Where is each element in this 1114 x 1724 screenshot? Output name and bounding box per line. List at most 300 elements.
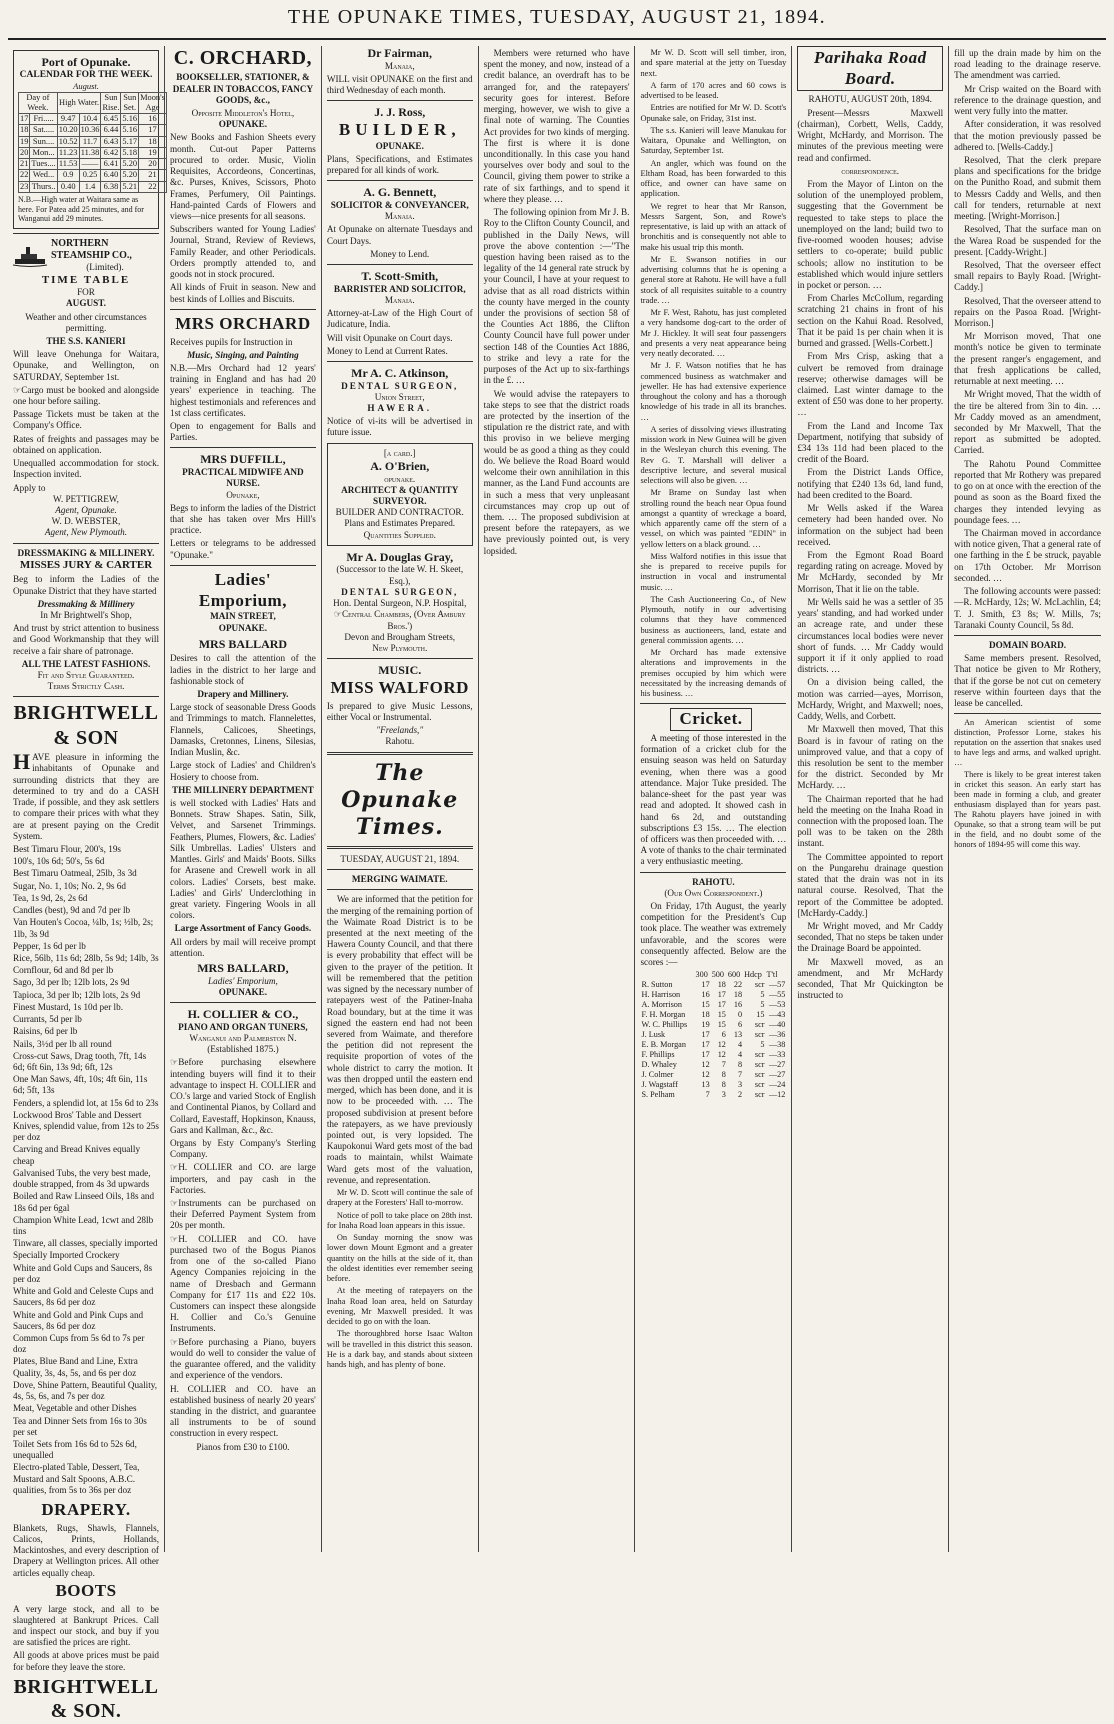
price-line: One Man Saws, 4ft, 10s; 4ft 6in, 11s 6d; 5ft, 13s xyxy=(13,1074,148,1096)
tide-cell: 17 xyxy=(139,125,167,136)
boots-title: BOOTS xyxy=(55,1580,117,1600)
paper-date: TUESDAY, AUGUST 21, 1894. xyxy=(340,853,460,864)
passage-text: Passage Tickets must be taken at the Company's Office. xyxy=(13,409,159,431)
tide-cell: 22 xyxy=(20,170,29,180)
agent2-role: Agent, New Plymouth. xyxy=(44,527,128,538)
local-10: A series of dissolving views illustrating mission work in New Guinea will be given in the Wesleyan church this evening. The Rev G. T. Marshall will deliver a descriptive lecture, and several musical selections will also be given. … xyxy=(640,424,787,485)
calendar-title: CALENDAR FOR THE WEEK. xyxy=(19,69,153,80)
drapery-millinery: Drapery and Millinery. xyxy=(197,689,289,700)
notice-5: The thoroughbred horse Isaac Walton will be travelled in this district this season. He is a dark bay, and stands about sixteen hands high, and has plenty of bone. xyxy=(326,1329,473,1370)
tide-header-row xyxy=(19,92,167,114)
score-cell: 18 xyxy=(733,990,743,1000)
scott-town: Manaia. xyxy=(384,294,415,305)
tide-cell: 11.53 xyxy=(58,159,78,169)
score-cell: 18 xyxy=(701,1010,710,1020)
tide-cell: 5.20 xyxy=(122,170,138,180)
local-11: Mr Brame on Sunday last when strolling round the beach near Opua found amongst a quantity of wreckage a board, which apparently came off the stern of a vessel, on which was painted "EDIN" in yellow letters on a black ground. … xyxy=(640,488,787,549)
score-cell: scr xyxy=(754,1030,765,1040)
agent1-role: Agent, Opunake. xyxy=(55,505,117,515)
gray-addr: ☞Central Chambers, (Over Ambury Bros.') xyxy=(333,609,466,631)
ship-name: THE S.S. KANIERI xyxy=(46,335,126,346)
tide-cell: 16 xyxy=(139,114,167,125)
fairman-town: Manaia, xyxy=(384,60,415,71)
board-cont-5: Resolved, That the surface man on the Warea Road be suspended for the present. [Caddy-Wright.] xyxy=(954,224,1101,257)
score-row xyxy=(640,1070,786,1080)
score-cell: W. C. Phillips xyxy=(641,1020,688,1030)
score-row xyxy=(640,980,786,990)
score-row xyxy=(640,1090,786,1100)
score-cell: 5 xyxy=(760,1040,765,1050)
goods-note: All goods at above prices must be paid for before they leave the store. xyxy=(13,1650,159,1672)
walford-text: Is prepared to give Music Lessons, either Vocal or Instrumental. xyxy=(326,700,473,722)
price-line: Tinware, all classes, specially imported xyxy=(13,1238,158,1249)
score-row xyxy=(640,1020,786,1030)
obrien-name: A. O'Brien, xyxy=(370,458,430,473)
score-cell: 16 xyxy=(733,1000,743,1010)
score-row xyxy=(640,1030,786,1040)
bennett-money: Money to Lend. xyxy=(370,248,430,259)
score-cell: 5 xyxy=(760,1000,765,1010)
board-cont-8: Mr Morrison moved, That one month's notice be given to terminate the present ranger's engagement, and that fresh applications be called, returnable at next meeting. … xyxy=(954,331,1101,387)
duffill-title: MRS DUFFILL, xyxy=(200,452,286,467)
mrs-orchard-nb: N.B.—Mrs Orchard had 12 years' training in England and has had 20 years' experience in teaching. The highest testimonials and references and 1st class certificates. xyxy=(170,362,316,418)
price-line: Lockwood Bros' Table and Dessert Knives, splendid value, from 12s to 25s per doz xyxy=(13,1109,159,1143)
apply-to: Apply to xyxy=(13,482,46,493)
tide-cell: 10.4 xyxy=(79,114,101,125)
tide-cell: Tues.... xyxy=(31,159,56,169)
score-cell: —27 xyxy=(768,1060,786,1070)
score-cell: scr xyxy=(754,1090,765,1100)
price-line: Pepper, 1s 6d per lb xyxy=(13,940,86,951)
rahotu-sub: (Our Own Correspondent.) xyxy=(664,887,763,898)
atkinson-town: HAWERA. xyxy=(367,403,433,414)
notice-3: On Sunday morning the snow was lower down Mount Egmont and a greater quantity on the hills at the side of it, than the oldest identities ever remember seeing before. xyxy=(326,1233,473,1284)
ross-text: Plans, Specifications, and Estimates prepared for all kinds of work. xyxy=(326,153,473,176)
misses-text: Beg to inform the Ladies of the Opunake District that they have started xyxy=(13,574,159,596)
fit-style: Fit and Style Guaranteed. xyxy=(37,670,135,681)
bennett-name: A. G. Bennett, xyxy=(363,185,437,200)
brightwell-intro: HAVE pleasure in informing the inhabitants of Opunake and surrounding districts that they are determined to try and do a CASH Trade, if possible, and they ask settlers to compare their prices with what they are at present paying on the Credit System. xyxy=(13,749,159,841)
agent1-name: W. PETTIGREW, xyxy=(53,493,119,504)
local-4: The s.s. Kanieri will leave Manukau for Waitara, Opunake and Wellington, on Saturday, September 1st. xyxy=(640,125,787,156)
score-header-row xyxy=(640,970,786,980)
board-10: Mr Maxwell then moved, That this Board is in favour of rating on the unimproved value, and that a copy of this resolution be sent to the member for the district. Seconded by Mr McHardy. … xyxy=(797,724,944,791)
score-cell: scr xyxy=(754,1070,765,1080)
duffill-text: Begs to inform the ladies of the District that she has taken over Mrs Hill's practice. xyxy=(170,502,316,536)
orchard-addr: Opposite Middleton's Hotel, xyxy=(191,108,295,119)
price-line: Meat, Vegetable and other Dishes xyxy=(13,1403,137,1414)
tide-cell: 6.45 xyxy=(101,114,121,125)
ross-name: J. J. Ross, xyxy=(374,105,426,120)
drapery-text: Blankets, Rugs, Shawls, Flannels, Calicos, Prints, Hollands, Mackintoshes, and every description of Drapery at Wellington prices. All other articles equally cheap. xyxy=(13,1522,159,1578)
score-cell: 6 xyxy=(737,1020,743,1030)
local-13: The Cash Auctioneering Co., of New Plymouth, notify in our advertising columns that they have commenced business as auctioneers, land, estate and general commission agents. … xyxy=(640,594,787,645)
score-cell: 8 xyxy=(721,1080,726,1090)
board-4: From the Land and Income Tax Department, notifying that subsidy of £34 13s 11d had been placed to the credit of the Board. xyxy=(797,420,944,465)
score-cell: 15 xyxy=(756,1010,765,1020)
tide-cell: Wed... xyxy=(30,170,57,181)
tide-cell: 19 xyxy=(139,147,167,158)
tide-header-cell: High Water. xyxy=(57,92,101,114)
masthead: THE OPUNAKE TIMES, TUESDAY, AUGUST 21, 1894. xyxy=(8,6,1106,40)
tide-cell: 5.20 xyxy=(122,159,138,169)
columns xyxy=(8,46,1106,1723)
misses-heading: MISSES JURY & CARTER xyxy=(19,558,153,571)
score-cell: 12 xyxy=(717,1040,726,1050)
board-9: On a division being called, the motion was carried—ayes, Morrison, McHardy, Wright, and Maxwell; noes, Caddy, Wells, and Corbett. xyxy=(797,677,944,722)
collier-import: ☞H. COLLIER and CO. are large importers, and pay cash in the Factories. xyxy=(170,1162,316,1195)
score-cell: 13 xyxy=(733,1030,743,1040)
tide-cell: 10.36 xyxy=(80,125,100,135)
price-line: Van Houten's Cocoa, ¼lb, 1s; ½lb, 2s; 1lb, 3s 9d xyxy=(13,917,154,939)
score-cell: —33 xyxy=(768,1050,786,1060)
gray-trade: DENTAL SURGEON, xyxy=(341,586,459,597)
price-line: Electro-plated Table, Dessert, Tea, Mustard and Salt Spoons, A.B.C. qualities, from 5s to 36s per doz xyxy=(13,1462,140,1495)
score-cell: E. B. Morgan xyxy=(641,1040,686,1050)
score-cell: —24 xyxy=(768,1080,786,1090)
score-cell: 17 xyxy=(717,990,726,1000)
mrs-orchard-text: Receives pupils for Instruction in xyxy=(170,336,293,347)
price-line: Currants, 5d per lb xyxy=(13,1014,82,1025)
price-line: White and Gold and Celeste Cups and Saucers, 8s 6d per doz xyxy=(13,1286,154,1308)
price-line: Candles (best), 9d and 7d per lb xyxy=(13,905,131,916)
board-cont-9: Mr Wright moved, That the width of the tire be altered from 3in to 4in. … Mr Caddy moved as an amendment, seconded by Mr Maxwell, That the report as submitted be adopted. Carried. xyxy=(954,389,1101,456)
latest-fashions: ALL THE LATEST FASHIONS. xyxy=(21,658,151,669)
brightwell-title: BRIGHTWELL & SON xyxy=(13,702,159,749)
price-line: Carving and Bread Knives equally cheap xyxy=(13,1144,141,1166)
drapery-stock: Large stock of seasonable Dress Goods and Trimmings to match. Flannelettes, Flannels, Calicoes, Sheetings, Damasks, Cretonnes, Linens, Silesias, Indian Muslin, &c. xyxy=(170,702,316,758)
tide-row xyxy=(19,170,167,181)
tide-cell: 9.47 xyxy=(57,114,79,125)
scott-name: T. Scott-Smith, xyxy=(361,269,439,284)
score-row xyxy=(640,1050,786,1060)
tide-cell: 20 xyxy=(139,159,167,170)
gray-succ: (Successor to the late W. H. Skeet, Esq.), xyxy=(336,564,464,586)
score-header-cell: Hdcp xyxy=(744,970,762,980)
column-7 xyxy=(949,46,1106,1552)
price-list xyxy=(13,844,159,1496)
notice-4: At the meeting of ratepayers on the Inaha Road loan area, held on Saturday evening, Mr Maxwell presided. It was decided to go on with the loan. xyxy=(326,1286,473,1327)
price-line: Champion White Lead, 1cwt and 28lb tins xyxy=(13,1214,154,1236)
score-cell: scr xyxy=(754,1080,765,1090)
score-cell: 2 xyxy=(737,1090,743,1100)
atkinson-trade: DENTAL SURGEON, xyxy=(341,380,459,391)
parihaka-text: Present—Messrs Maxwell (chairman), Corbett, Wells, Caddy, Wright, McHardy, and Morrison. The minutes of the previous meeting were read and confirmed. xyxy=(797,107,944,163)
score-cell: —38 xyxy=(768,1040,786,1050)
ballard2-sub: Ladies' Emporium, xyxy=(207,975,278,986)
ballard2-town: OPUNAKE. xyxy=(218,986,268,997)
tide-row xyxy=(19,114,167,125)
score-cell: —43 xyxy=(768,1010,786,1020)
board-cont-6: Resolved, That the overseer effect small repairs to Bayly Road. [Wright-Caddy.] xyxy=(954,259,1101,293)
score-header-cell: 300 xyxy=(695,970,708,980)
tide-cell: Mon... xyxy=(30,147,57,158)
dress-promise: And trust by strict attention to business and Good Workmanship that they will receive a fair share of patronage. xyxy=(13,623,159,656)
atkinson-text: Notice of vi-its will be advertised in future issue. xyxy=(326,416,473,438)
ross-trade: BUILDER, xyxy=(338,119,461,139)
score-cell: scr xyxy=(754,1060,765,1070)
tide-table xyxy=(18,92,167,193)
dress-addr: In Mr Brightwell's Shop, xyxy=(40,609,132,620)
obrien-trade: ARCHITECT & QUANTITY SURVEYOR. xyxy=(341,484,459,506)
price-line: Tea and Dinner Sets from 16s to 30s per set xyxy=(13,1415,147,1437)
collier-est: (Established 1875.) xyxy=(207,1044,279,1055)
score-cell: 4 xyxy=(737,1040,743,1050)
tide-cell: 0.40 xyxy=(57,181,79,192)
millinery-text: is well stocked with Ladies' Hats and Bonnets. Straw Shapes. Satin, Silk, Velvet, and Sarsenet Trimmings. Feathers, Plumes, Flowers, &c. Ladies' Silk Umbrellas. Ladies' Ulsters and Mantles. Girls' and Maids' Boots. Silks for Arasene and Crewell work in all colors. Ladies' Corsets, best make. Ladies' and Girls' Underclothing in great variety. Fingering Wools in all colors. xyxy=(170,798,316,921)
local-7: Mr E. Swanson notifies in our advertising columns that he is opening a general store at Rahotu. He will have a full stock of all requisites suitable to a country trade. … xyxy=(640,254,787,305)
mail-orders: All orders by mail will receive prompt attention. xyxy=(170,936,316,958)
collier-name: H. COLLIER & CO., xyxy=(187,1007,299,1022)
column-6 xyxy=(792,46,949,1552)
score-cell: 12 xyxy=(701,1060,710,1070)
duffill-town: Opunake, xyxy=(226,489,260,500)
score-row xyxy=(640,990,786,1000)
score-cell: 12 xyxy=(701,1070,710,1080)
fairman-name: Dr Fairman, xyxy=(367,46,432,60)
tide-cell: Thurs.. xyxy=(31,181,56,191)
board-12: The Committee appointed to report on the Pungarehu drainage question stated that the drain was not in its natural course. Resolved, That the report of the Committee be adopted. [McHardy-Caddy.] xyxy=(797,851,944,918)
score-cell: 4 xyxy=(737,1050,743,1060)
local-2: A farm of 170 acres and 60 cows is advertised to be leased. xyxy=(640,80,787,100)
score-cell: 7 xyxy=(705,1090,710,1100)
score-header-cell: 500 xyxy=(711,970,724,980)
terms: Terms Strictly Cash. xyxy=(47,681,125,692)
price-line: Galvanised Tubs, the very best made, double strapped, from 4s 3d upwards xyxy=(13,1167,151,1190)
score-cell: A. Morrison xyxy=(641,1000,682,1010)
local-14: Mr Orchard has made extensive alterations and improvements in the premises occupied by him which were necessitated by the increasing demands of his business. … xyxy=(640,648,787,698)
score-cell: J. Wagstaff xyxy=(641,1080,678,1090)
tide-cell: 5.16 xyxy=(122,114,138,124)
price-line: Best Timaru Oatmeal, 25lb, 3s 3d xyxy=(13,868,137,879)
board-cont-1: fill up the drain made by him on the road leading to the drainage reserve. The amendment was carried. xyxy=(954,48,1101,81)
cricket-text: A meeting of those interested in the formation of a cricket club for the ensuing season was held on Saturday evening, when there was a good attendance. Major Tuke presided. The balance-sheet for the past year was read and adopted. It showed cash in hand 6s 2d, and outstanding subscriptions £3 15s. … The election of officers was then proceeded with. … A vote of thanks to the chair terminated a very enthusiastic meeting. xyxy=(640,732,787,867)
mrs-orchard-title: MRS ORCHARD xyxy=(175,313,311,333)
score-cell: J. Colmer xyxy=(641,1070,674,1080)
tide-cell: 17 xyxy=(20,114,29,124)
price-line: Boiled and Raw Linseed Oils, 18s and 18s 6d per 6gal xyxy=(13,1191,155,1213)
collier-terms: ☞H. COLLIER and CO. have purchased two of the Bogus Pianos from one of the so-called Piano Agency Companies rejoicing in the name of Dresbach and Germann Company for £17 11s and £22 10s. Customers can inspect these alongside H. Collier and Co.'s Genuine Instruments. xyxy=(170,1233,316,1334)
score-cell: D. Whaley xyxy=(641,1060,677,1070)
column-4 xyxy=(479,46,636,1552)
orchard-trade: BOOKSELLER, STATIONER, & DEALER IN TOBACCOS, FANCY GOODS, &c., xyxy=(172,72,314,105)
price-line: Sugar, No. 1, 10s; No. 2, 9s 6d xyxy=(13,880,126,891)
score-cell: F. H. Morgan xyxy=(641,1010,686,1020)
notice-2: Notice of poll to take place on 28th inst. for Inaha Road loan appears in this issue. xyxy=(326,1210,473,1230)
tide-cell: 22 xyxy=(139,181,167,192)
timetable-month: AUGUST. xyxy=(66,298,106,309)
tide-cell: 21 xyxy=(20,159,29,169)
steamship-icon xyxy=(13,245,47,267)
local-12: Miss Walford notifies in this issue that she is prepared to receive pupils for instruction in vocal and instrumental music. … xyxy=(640,551,787,592)
ross-town: OPUNAKE. xyxy=(375,140,424,151)
atkinson-name: Mr A. C. Atkinson, xyxy=(351,365,449,380)
board-cont-12: The following accounts were passed:—R. McHardy, 12s; W. McLachlin, £4; T. J. Smith, £3 8s; W. Mills, 7s; Taranaki County Council, 5s 8d. xyxy=(954,586,1101,630)
editorial-text: We are informed that the petition for the merging of the remaining portion of the Waimate Road District is to be presented at the next meeting of the Hawera County Council, and that there is every probability that effect will be given to the prayer of the petition. It will be remembered that the petition was signed by the necessary number of ratepayers west of the Patiner-Inaha Road boundary, but at the time it was signed the eastern end had not been severed from Waimate, and therefore the petition did not represent the requisite proportion of votes of the whole district to carry the motion. It was then dropped until the eastern end merged, which has been done, and it is now to be proceeded with. … The proposed subdivision at present before the ratepayers, as we have previously pointed out, is very lopsided. The Kaupokonui Ward gets most of the bad roads to maintain, whilst Waimate Ward gets most of the valuation, revenue, and representation. xyxy=(326,894,473,1185)
score-cell: 3 xyxy=(721,1090,726,1100)
gray-name: Mr A. Douglas Gray, xyxy=(346,549,454,564)
tide-cell: —— xyxy=(79,159,101,170)
paper-title: The Opunake Times. xyxy=(341,760,459,841)
score-row xyxy=(640,1010,786,1020)
collier-organs: Organs by Esty Company's Sterling Company. xyxy=(170,1137,316,1160)
score-cell: 6 xyxy=(721,1030,726,1040)
agent2-name: W. D. WEBSTER, xyxy=(51,516,121,527)
tide-cell: 5.16 xyxy=(122,125,138,135)
scott-money: Money to Lend at Current Rates. xyxy=(326,345,448,356)
board-14: Mr Maxwell moved, as an amendment, and Mr McHardy seconded, That Mr Quickington be instructed to xyxy=(797,956,944,1001)
gray-town: New Plymouth. xyxy=(372,642,428,653)
steamship-limited: (Limited). xyxy=(86,262,124,273)
tide-cell: 11.38 xyxy=(80,147,100,157)
score-cell: —55 xyxy=(768,990,786,1000)
tide-cell: 6.42 xyxy=(101,147,121,158)
score-cell: H. Harrison xyxy=(641,990,681,1000)
bennett-town: Manaia. xyxy=(384,211,415,222)
score-cell: 17 xyxy=(717,1000,726,1010)
board-1: From the Mayor of Linton on the solution of the unemployed problem, suggesting that the Government be requested to take steps to place the unemployed on the land; build two to five-roomed wooden houses; advise settlers to co-operate; build public schools; allow no institution to be established which would injure settlers in pocket or person. … xyxy=(797,179,944,290)
tide-header-cell: Day of Week. xyxy=(19,92,58,114)
bennett-trade: SOLICITOR & CONVEYANCER, xyxy=(330,199,469,210)
tide-cell: 1.4 xyxy=(79,181,101,192)
card-label: [a card.] xyxy=(383,447,416,458)
score-cell: 12 xyxy=(717,1050,726,1060)
tide-cell: 5.17 xyxy=(122,136,138,146)
tide-cell: 11.7 xyxy=(79,136,101,147)
orchard-fruit: All kinds of Fruit in season. New and best kinds of Lollies and Biscuits. xyxy=(170,282,316,304)
mrs-orchard-sub: Music, Singing, and Painting xyxy=(187,349,299,360)
local-3: Entries are notified for Mr W. D. Scott's Opunake sale, on Friday, 31st inst. xyxy=(640,103,787,123)
score-row xyxy=(640,1080,786,1090)
price-line: White and Gold Cups and Saucers, 8s per doz xyxy=(13,1262,153,1284)
ballard2-name: MRS BALLARD, xyxy=(197,961,289,976)
price-line: Nails, 3½d per lb all round xyxy=(13,1038,112,1049)
scott-trade: BARRISTER AND SOLICITOR, xyxy=(333,283,466,294)
board-cont-10: The Rahotu Pound Committee reported that Mr Rothery was prepared to go on at once with the erection of the pound as soon as the Board fixed the charges they intended levying as poundage fees. … xyxy=(954,458,1101,525)
collier-est2: H. COLLIER and CO. have an established business of nearly 20 years' standing in the district, and guarantee all instruments to be of sound construction in every respect. xyxy=(170,1383,316,1439)
dress-sub: Dressmaking & Millinery xyxy=(37,598,135,609)
tide-cell: 23 xyxy=(20,181,29,191)
drapery-title: DRAPERY. xyxy=(41,1500,131,1520)
local-8: Mr F. West, Rahotu, has just completed a very handsome dog-cart to the order of Mr J. Hickley. It will seat four passengers and presents a very neat appearance being very neatly decorated. … xyxy=(640,308,787,358)
weather-note: Weather and other circumstances permitting. xyxy=(25,311,147,333)
price-line: White and Gold and Pink Cups and Saucers, 8s 6d per doz xyxy=(13,1309,144,1331)
board-cont-11: The Chairman moved in accordance with notice given, That a general rate of one farthing in the £ be struck, payable on 17th October. Mr Morrison seconded. … xyxy=(954,527,1101,583)
misc-2: There is likely to be great interest taken in cricket this season. An early start has been made in forming a club, and greater enthusiasm displayed than for years past. The Rahotu players have joined in with Opunake, so that a strong team will be put in the field, and no doubt some of the honors of 1894-95 will come this way. xyxy=(954,770,1101,850)
obrien-town: opunake. xyxy=(384,473,416,484)
tide-cell: 0.9 xyxy=(57,170,79,181)
score-row xyxy=(640,1040,786,1050)
cricket-title: Cricket. xyxy=(670,708,751,731)
obrien-plans: Plans and Estimates Prepared. xyxy=(344,518,456,529)
tide-cell: 0.25 xyxy=(79,170,101,181)
tide-row xyxy=(19,125,167,136)
tide-cell: 11.23 xyxy=(58,147,78,157)
tide-calendar xyxy=(13,50,165,229)
gray-streets: Devon and Brougham Streets, xyxy=(344,631,456,642)
scott-visit: Will visit Opunake on Court days. xyxy=(326,332,453,343)
price-line: 100's, 10s 6d; 50's, 5s 6d xyxy=(13,856,105,867)
parihaka-title: Parihaka Road Board. xyxy=(797,46,943,91)
score-cell: 19 xyxy=(701,1020,710,1030)
tide-cell: 10.52 xyxy=(58,136,78,146)
tide-row xyxy=(19,136,167,147)
score-cell: —57 xyxy=(768,980,786,990)
obrien-quant: Quantities Supplied. xyxy=(363,529,436,540)
price-line: Tapioca, 3d per lb; 12lb lots, 2s 9d xyxy=(13,989,141,1000)
score-cell: F. Phillips xyxy=(641,1050,675,1060)
tide-row xyxy=(19,159,167,170)
tide-cell: 5.21 xyxy=(122,181,138,191)
music-title: MUSIC. xyxy=(378,663,422,678)
board-cont-7: Resolved, That the overseer attend to repairs on the Pasoa Road. [Wright-Morrison.] xyxy=(954,295,1101,329)
local-1: Mr W. D. Scott will sell timber, iron, and spare material at the jetty on Tuesday next. xyxy=(640,48,787,78)
board-cont-4: Resolved, That the clerk prepare plans and specifications for the bridge on the Punitho Road, and submit them to Messrs Caddy and Wells, and then call for tenders, returnable at next meeting. [Wright-Morrison.] xyxy=(954,154,1101,222)
obrien-builder: BUILDER AND CONTRACTOR. xyxy=(335,507,464,518)
atkinson-street: Union Street, xyxy=(374,391,425,402)
score-cell: —27 xyxy=(768,1070,786,1080)
price-line: Sago, 3d per lb; 12lb lots, 2s 9d xyxy=(13,977,130,988)
article-para-3: We would advise the ratepayers to take steps to see that the district roads are protected by the insertion of the stipulation re the district rate, and with this proviso in we believe merging would be as good a thing as they could do. We believe the Road Board would welcome their own annihilation in this manner, as the Land Fund accounts are in such a mess that very unpleasant circumstances may crop up out of them. … The proposed subdivision at present before the ratepayers, as we have previously pointed out, is very lopsided. xyxy=(483,388,630,556)
score-cell: —12 xyxy=(768,1090,786,1100)
score-header-cell: 600 xyxy=(727,970,741,980)
boots-text: A very large stock, and all to be slaughtered at Bankrupt Prices. Call and inspect our stock, and buy if you are satisfied the prices are right. xyxy=(13,1603,159,1648)
emporium-town: OPUNAKE. xyxy=(218,622,268,633)
misc-1: An American scientist of some distinction, Professor Lorne, stakes his reputation on the assertion that snakes used to have legs and arms, and walked upright. … xyxy=(954,718,1101,768)
score-cell: 3 xyxy=(737,1080,743,1090)
tide-cell: Sun.... xyxy=(30,136,57,147)
score-cell: 15 xyxy=(717,1020,726,1030)
column-3 xyxy=(322,46,479,1552)
tide-cell: 18 xyxy=(20,125,29,135)
price-line: Rice, 56lb, 11s 6d; 28lb, 5s 9d; 14lb, 3s xyxy=(13,952,159,963)
board-2: From Charles McCollum, regarding scratching 21 chains in front of his section on the Kahui Road. Resolved, That it be paid 1s per chain when it is burned and grassed. [Wells-Corbett.] xyxy=(797,293,944,349)
score-header-cell: T'tl xyxy=(766,970,778,980)
fancy-goods: Large Assortment of Fancy Goods. xyxy=(174,923,312,934)
score-cell: scr xyxy=(754,1050,765,1060)
score-cell: 18 xyxy=(717,980,726,990)
board-5: From the District Lands Office, notifying that £240 13s 6d, land fund, had been credited to the Board. xyxy=(797,467,944,500)
score-cell: 17 xyxy=(701,980,710,990)
fairman-text: WILL visit OPUNAKE on the first and third Wednesday of each month. xyxy=(326,73,473,96)
price-line: Cornflour, 6d and 8d per lb xyxy=(13,965,114,976)
bennett-text: At Opunake on alternate Tuesdays and Court Days. xyxy=(326,224,473,246)
column-1 xyxy=(8,46,165,1723)
score-cell: —40 xyxy=(768,1020,786,1030)
orchard-name: C. ORCHARD, xyxy=(173,47,313,69)
score-cell: 8 xyxy=(721,1070,726,1080)
article-para-1: Members were returned who have spent the money, and now, instead of a credit balance, an overdraft has to be arranged for, and the ratepayers' security goes for interest. Before merging, however, we wish to give a final note of warning. The Counties Act provides for two kinds of merging. The first is where it is done unconditionally. In this case you hand yourselves over body and soul to the Council, giving them power to strike a rate of six farthings, and to spend it where they please. … xyxy=(483,48,630,204)
board-11: The Chairman reported that he had held the meeting on the Inaha Road in connection with the proposed loan. The poll was to be taken on the 28th instant. xyxy=(797,793,944,849)
walford-name: MISS WALFORD xyxy=(330,677,469,697)
mrs-orchard-open: Open to engagement for Balls and Parties. xyxy=(170,421,316,443)
score-cell: 22 xyxy=(733,980,743,990)
tide-cell: 19 xyxy=(20,136,29,146)
steamship-name: NORTHERN STEAMSHIP CO., xyxy=(51,238,132,262)
orchard-text: New Books and Fashion Sheets every month. Cut-out Paper Patterns procured to order. Music, Violin Requisites, Accordeons, Concertinas, &c. Purses, Knives, Scissors, Photo Frames, Perfumery, Oil Paintings. Hand-painted Cards of Flowers and views—nice presents for all seasons. xyxy=(170,132,316,222)
score-cell: 8 xyxy=(737,1060,743,1070)
score-cell: 17 xyxy=(701,1040,710,1050)
score-cell: 0 xyxy=(737,1010,743,1020)
scott-text: Attorney-at-Law of the High Court of Judicature, India. xyxy=(326,308,473,330)
collier-trade: PIANO AND ORGAN TUNERS, xyxy=(178,1021,308,1032)
score-row xyxy=(640,1000,786,1010)
walford-addr: "Freelands," xyxy=(376,725,424,735)
price-line: Dove, Shine Pattern, Beautiful Quality, 4s, 5s, 6s, and 7s per doz xyxy=(13,1379,158,1402)
tide-cell: 5.18 xyxy=(122,147,138,157)
timetable-for: FOR xyxy=(77,287,95,298)
tide-cell: Sat..... xyxy=(30,125,57,136)
